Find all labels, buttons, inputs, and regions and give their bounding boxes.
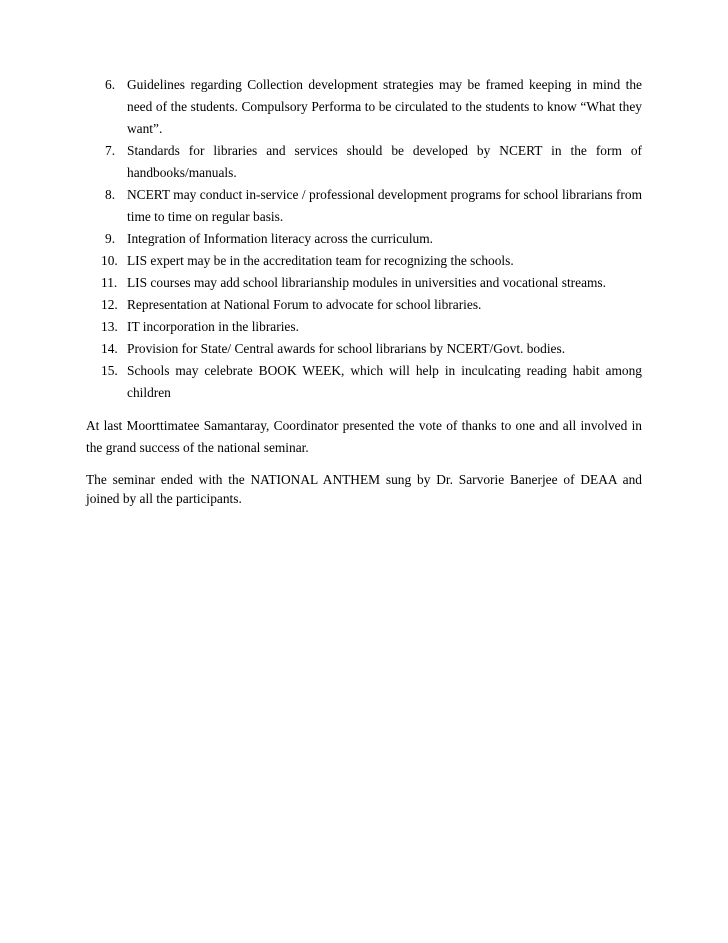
list-item (86, 360, 642, 404)
list-item-number: 10. (101, 253, 118, 268)
list-item-text: LIS expert may be in the accreditation team for recognizing the schools. (127, 253, 514, 268)
list-item (86, 272, 642, 294)
list-item-text: Integration of Information literacy across the curriculum. (127, 231, 434, 246)
list-item-text: Representation at National Forum to advocate for school libraries. (127, 297, 482, 312)
list-item-number: 6. (105, 77, 116, 92)
list-item (86, 294, 642, 316)
closing-paragraph: The seminar ended with the NATIONAL ANTHEM sung by Dr. Sarvorie Banerjee of DEAA and joined by all the participants. (86, 472, 642, 506)
list-item-text: Schools may celebrate BOOK WEEK, which will help in inculcating reading habit among children (127, 363, 642, 400)
list-item-text: IT incorporation in the libraries. (127, 319, 299, 334)
list-item-number: 12. (101, 297, 118, 312)
document-page (86, 74, 642, 508)
list-item-text: NCERT may conduct in-service / professional development programs for school librarians from time to time on regular basis. (127, 187, 642, 224)
list-item-number: 14. (101, 341, 118, 356)
list-item-text: LIS courses may add school librarianship modules in universities and vocational streams. (127, 275, 606, 290)
list-item-text: Provision for State/ Central awards for school librarians by NCERT/Govt. bodies. (127, 341, 566, 356)
list-item-number: 8. (105, 187, 116, 202)
list-item (86, 140, 642, 184)
recommendations-list (86, 74, 642, 404)
list-item-number: 11. (101, 275, 118, 290)
list-item-number: 13. (101, 319, 118, 334)
vote-of-thanks-paragraph: At last Moorttimatee Samantaray, Coordinator presented the vote of thanks to one and all involved in the grand success of the national seminar. (86, 418, 642, 455)
list-item (86, 250, 642, 272)
list-item-number: 15. (101, 363, 118, 378)
list-item (86, 338, 642, 360)
list-item (86, 74, 642, 140)
list-item (86, 184, 642, 228)
list-item-text: Guidelines regarding Collection development strategies may be framed keeping in mind the need of the students. Compulsory Performa to be circulated to the students to know “What they want”. (127, 77, 642, 136)
list-item (86, 228, 642, 250)
list-item-text: Standards for libraries and services should be developed by NCERT in the form of handbooks/manuals. (127, 143, 642, 180)
list-item-number: 7. (105, 143, 116, 158)
list-item-number: 9. (105, 231, 116, 246)
list-item (86, 316, 642, 338)
